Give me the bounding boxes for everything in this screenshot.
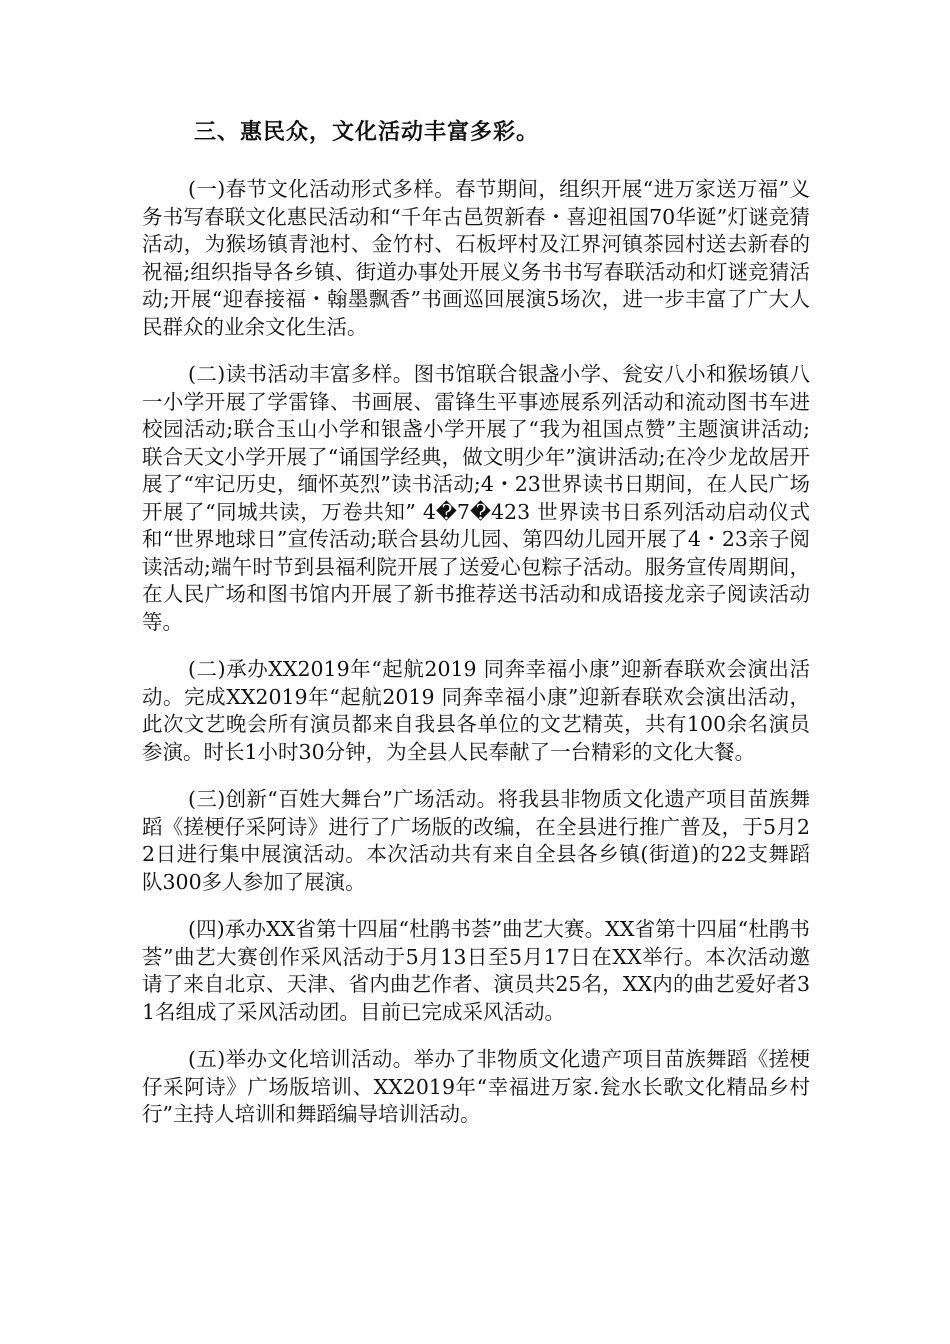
document-body [142, 118, 810, 1149]
paragraph-training: (五)举办文化培训活动。举办了非物质文化遗产项目苗族舞蹈《搓梗仔采阿诗》广场版培训、XX2019年“幸福进万家.瓮水长歌文化精品乡村行”主持人培训和舞蹈编导培训活动。 [142, 1047, 810, 1126]
paragraph-spring-festival: (一)春节文化活动形式多样。春节期间，组织开展“进万家送万福”义务书写春联文化惠民活动和“千年古邑贺新春・喜迎祖国70华诞”灯谜竞猜活动，为猴场镇青池村、金竹村、石板坪村及江界河镇茶园村送去新春的祝福;组织指导各乡镇、街道办事处开展义务书书写春联活动和灯谜竞猜活动;开展“迎春接福・翰墨飘香”书画巡回展演5场次，进一步丰富了广大人民群众的业余文化生活。 [142, 177, 810, 339]
paragraph-reading-activities: (二)读书活动丰富多样。图书馆联合银盏小学、瓮安八小和猴场镇八一小学开展了学雷锋、书画展、雷锋生平事迹展系列活动和流动图书车进校园活动;联合玉山小学和银盏小学开展了“我为祖国点赞”主题演讲活动;联合天文小学开展了“诵国学经典，做文明少年”演讲活动;在冷少龙故居开展了“牢记历史，缅怀英烈”读书活动;4・23世界读书日期间，在人民广场开展了“同城共读，万卷共知” 4�7�423 世界读书日系列活动启动仪式和“世界地球日”宣传活动;联合县幼儿园、第四幼儿园开展了4・23亲子阅读活动;端午时节到县福利院开展了送爱心包粽子活动。服务宣传周期间，在人民广场和图书馆内开展了新书推荐送书活动和成语接龙亲子阅读活动等。 [142, 362, 810, 634]
paragraph-quyi-contest: (四)承办XX省第十四届“杜鹃书荟”曲艺大赛。XX省第十四届“杜鹃书荟”曲艺大赛创作采风活动于5月13日至5月17日在XX举行。本次活动邀请了来自北京、天津、省内曲艺作者、演员共25名，XX内的曲艺爱好者31名组成了采风活动团。目前已完成采风活动。 [142, 917, 810, 1024]
paragraph-public-stage: (三)创新“百姓大舞台”广场活动。将我县非物质文化遗产项目苗族舞蹈《搓梗仔采阿诗》进行了广场版的改编，在全县进行推广普及，于5月22日进行集中展演活动。本次活动共有来自全县各乡镇(街道)的22支舞蹈队300多人参加了展演。 [142, 787, 810, 894]
section-heading: 三、惠民众，文化活动丰富多彩。 [194, 120, 540, 145]
paragraph-new-year-gala: (二)承办XX2019年“起航2019 同奔幸福小康”迎新春联欢会演出活动。完成XX2019年“起航2019 同奔幸福小康”迎新春联欢会演出活动，此次文艺晚会所有演员都来自我县各单位的文艺精英，共有100余名演员参演。时长1小时30分钟，为全县人民奉献了一台精彩的文化大餐。 [142, 657, 810, 764]
